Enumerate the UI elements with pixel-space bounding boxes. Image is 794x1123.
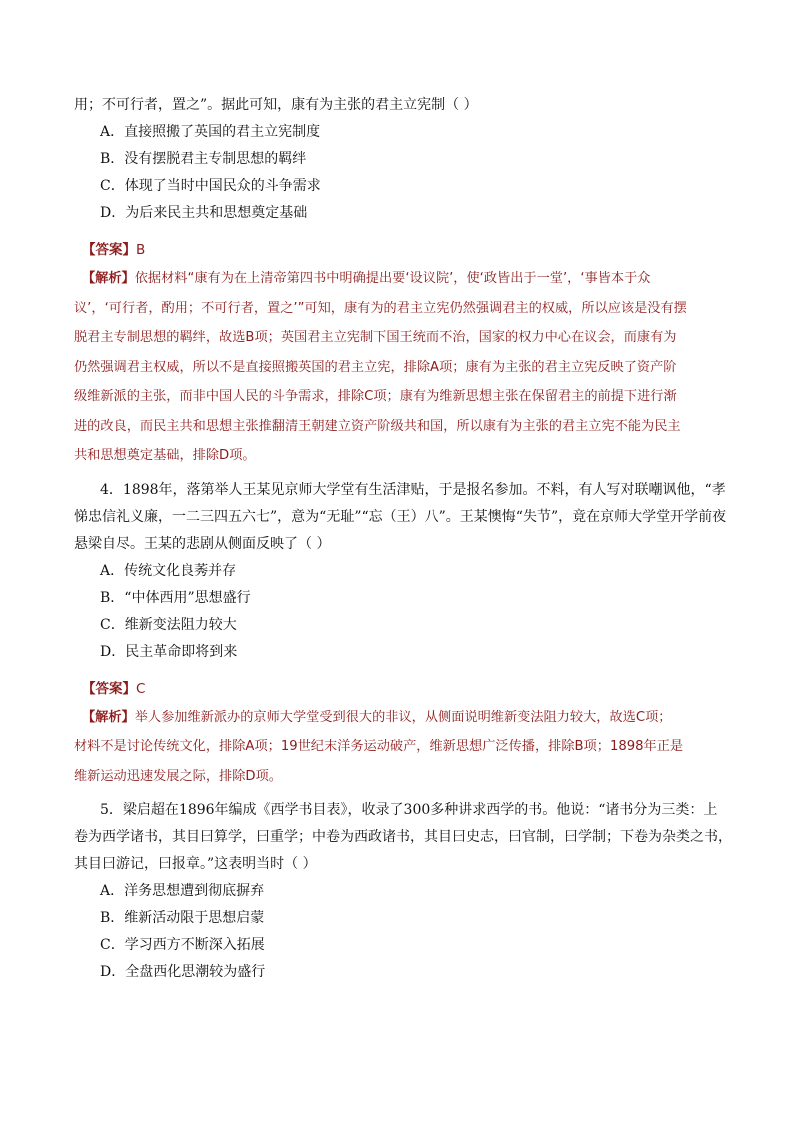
analysis-line: 级维新派的主张，而非中国人民的斗争需求，排除C项；康有为维新思想主张在保留君主的前提下进行渐: [74, 389, 677, 404]
question-3-option-d: D．为后来民主共和思想奠定基础: [100, 205, 308, 221]
answer-value: C: [136, 680, 146, 697]
analysis-line: 脱君主专制思想的羁绊，故选B项；英国君主立宪制下国王统而不治，国家的权力中心在议会，而康有为: [74, 330, 677, 345]
question-5-stem-line: 卷为西学诸书，其目曰算学，曰重学；中卷为西政诸书，其目曰史志，曰官制，曰学制；下卷为杂类之书，: [74, 829, 732, 845]
question-3-option-b: B．没有摆脱君主专制思想的羁绊: [100, 151, 307, 167]
analysis-line: 举人参加维新派办的京师大学堂受到很大的非议，从侧面说明维新变法阻力较大，故选C项；: [134, 709, 672, 725]
question-4-stem-line: 悬梁自尽。王某的悲剧从侧面反映了（ ）: [74, 535, 331, 552]
question-4-option-c: C．维新变法阻力较大: [100, 616, 237, 633]
answer-label: 【答案】: [82, 242, 136, 258]
question-5-option-a: A．洋务思想遭到彻底摒弃: [100, 883, 265, 899]
question-3-analysis: [74, 264, 730, 294]
question-5-option-d: D．全盘西化思潮较为盛行: [100, 964, 266, 980]
question-3-answer: [74, 237, 730, 264]
question-4-analysis: [74, 703, 730, 733]
answer-value: B: [136, 242, 146, 258]
question-4-option-a: A．传统文化良莠并存: [100, 562, 237, 579]
question-5-option-c: C．学习西方不断深入拓展: [100, 937, 265, 953]
document-content: [74, 92, 730, 986]
question-4-option-b: B．“中体西用”思想盛行: [100, 589, 251, 606]
question-5-stem: 5．梁启超在1896年编成《西学书目表》，收录了300多种讲求西学的书。他说：“诸书分为三类：上: [100, 802, 718, 818]
question-4: [74, 477, 730, 792]
question-3: [74, 92, 730, 471]
question-3-option-a: A．直接照搬了英国的君主立宪制度: [100, 124, 321, 140]
question-5-stem-line: 其目曰游记，曰报章。”这表明当时（ ）: [74, 856, 317, 872]
analysis-label: 【解析】: [82, 709, 135, 725]
analysis-line: 进的改良，而民主共和思想主张推翻清王朝建立资产阶级共和国，所以康有为主张的君主立宪不能为民主: [74, 418, 681, 434]
analysis-label: 【解析】: [82, 271, 135, 286]
analysis-line: 维新运动迅速发展之际，排除D项。: [74, 768, 282, 784]
answer-label: 【答案】: [82, 680, 136, 697]
analysis-line: 仍然强调君主权威，所以不是直接照搬英国的君主立宪，排除A项；康有为主张的君主立宪反映了资产阶: [74, 359, 677, 375]
analysis-line: 议’，‘可行者，酌用；不可行者，置之’”可知，康有为的君主立宪仍然强调君主的权威，所以应该是没有摆: [74, 300, 687, 316]
question-4-answer: [74, 676, 730, 703]
question-4-stem: 4．1898年，落第举人王某见京师大学堂有生活津贴，于是报名参加。不料，有人写对联嘲讽他，“孝: [100, 481, 726, 498]
question-3-stem: 用；不可行者，置之”。据此可知，康有为主张的君主立宪制（ ）: [74, 97, 478, 113]
analysis-line: 共和思想奠定基础，排除D项。: [74, 448, 256, 463]
question-5-option-b: B．维新活动限于思想启蒙: [100, 910, 265, 926]
question-4-option-d: D．民主革命即将到来: [100, 643, 238, 660]
question-4-stem-line: 悌忠信礼义廉，一二三四五六七”，意为“无耻”“忘（王）八”。王某懊悔“失节”，竟在京师大学堂开学前夜: [74, 508, 727, 525]
analysis-line: 材料不是讨论传统文化，排除A项；19世纪末洋务运动破产，维新思想广泛传播，排除B项；1898年正是: [74, 739, 684, 754]
analysis-line: 依据材料“康有为在上清帝第四书中明确提出要‘设议院’，使‘政皆出于一堂’，‘事皆本于众: [134, 271, 651, 286]
question-3-option-c: C．体现了当时中国民众的斗争需求: [100, 178, 321, 194]
question-5: [74, 797, 730, 986]
